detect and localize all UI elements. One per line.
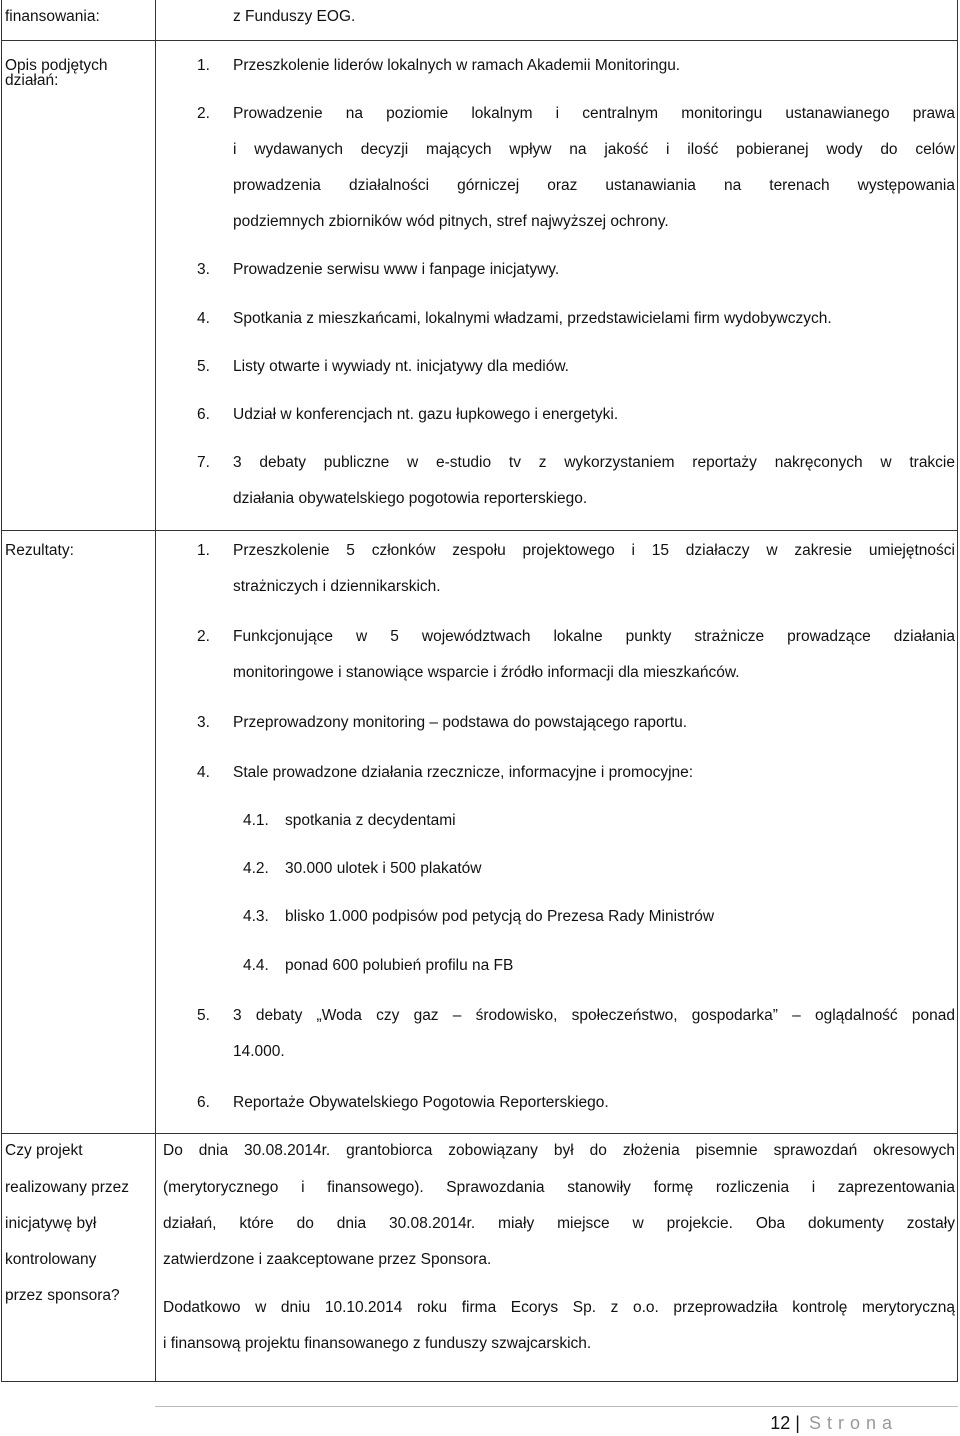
sponsor-label-line-4: kontrolowany bbox=[5, 1251, 97, 1268]
subitem-4-4-number: 4.4. bbox=[243, 957, 269, 974]
column-divider-lower bbox=[155, 1133, 156, 1381]
result-2-line-1: Funkcjonujące w 5 województwach lokalne punkty strażnicze prowadzące działania bbox=[233, 628, 955, 645]
activity-1-number: 1. bbox=[197, 57, 210, 74]
activity-2-line-3: prowadzenia działalności górniczej oraz ustanawiania na terenach występowania bbox=[233, 177, 955, 194]
activity-5-text: Listy otwarte i wywiady nt. inicjatywy dla mediów. bbox=[233, 358, 569, 375]
activity-7-line-2: działania obywatelskiego pogotowia reporterskiego. bbox=[233, 490, 588, 507]
activity-2-line-4: podziemnych zbiorników wód pitnych, stref najwyższej ochrony. bbox=[233, 213, 669, 230]
sponsor-para2-line-2: i finansową projektu finansowanego z funduszy szwajcarskich. bbox=[163, 1335, 592, 1352]
page-number: 12 bbox=[770, 1413, 791, 1433]
sponsor-label-line-5: przez sponsora? bbox=[5, 1287, 120, 1304]
page-footer bbox=[770, 1413, 898, 1434]
sponsor-label-line-2: realizowany przez bbox=[5, 1179, 130, 1196]
activity-3-text: Prowadzenie serwisu www i fanpage inicjatywy. bbox=[233, 261, 560, 278]
result-6-text: Reportaże Obywatelskiego Pogotowia Reporterskiego. bbox=[233, 1094, 609, 1111]
subitem-4-1-text: spotkania z decydentami bbox=[285, 812, 456, 829]
result-3-text: Przeprowadzony monitoring – podstawa do powstającego raportu. bbox=[233, 714, 688, 731]
subitem-4-3-number: 4.3. bbox=[243, 908, 269, 925]
table-left-border bbox=[1, 0, 2, 1381]
activity-7-number: 7. bbox=[197, 454, 210, 471]
row-divider-1 bbox=[1, 40, 958, 41]
table-right-border bbox=[957, 0, 958, 1381]
activity-7-line-1: 3 debaty publiczne w e-studio tv z wykorzystaniem reportaży nakręconych w trakcie bbox=[233, 454, 955, 471]
sponsor-label-line-1: Czy projekt bbox=[5, 1142, 83, 1159]
results-label: Rezultaty: bbox=[5, 542, 74, 559]
sponsor-label-line-3: inicjatywę był bbox=[5, 1215, 97, 1232]
funding-label: finansowania: bbox=[5, 8, 100, 25]
subitem-4-2-text: 30.000 ulotek i 500 plakatów bbox=[285, 860, 482, 877]
sponsor-para1-line-4: zatwierdzone i zaakceptowane przez Sponsora. bbox=[163, 1251, 492, 1268]
subitem-4-3-text: blisko 1.000 podpisów pod petycją do Prezesa Rady Ministrów bbox=[285, 908, 715, 925]
footer-separator: | bbox=[795, 1413, 800, 1433]
activity-2-line-2: i wydawanych decyzji mających wpływ na jakość i ilość pobieranej wody do celów bbox=[233, 141, 955, 158]
footer-rule bbox=[155, 1406, 958, 1407]
sponsor-para1-line-1: Do dnia 30.08.2014r. grantobiorca zobowiązany był do złożenia pisemnie sprawozdań okresowych bbox=[163, 1142, 955, 1159]
activity-1-text: Przeszkolenie liderów lokalnych w ramach Akademii Monitoringu. bbox=[233, 57, 681, 74]
result-2-line-2: monitoringowe i stanowiące wsparcie i źródło informacji dla mieszkańców. bbox=[233, 664, 740, 681]
funding-value: z Funduszy EOG. bbox=[233, 8, 356, 25]
result-3-number: 3. bbox=[197, 714, 210, 731]
sponsor-para2-line-1: Dodatkowo w dniu 10.10.2014 roku firma Ecorys Sp. z o.o. przeprowadziła kontrolę merytoryczną bbox=[163, 1299, 955, 1316]
result-1-line-2: strażniczych i dziennikarskich. bbox=[233, 578, 441, 595]
subitem-4-1-number: 4.1. bbox=[243, 812, 269, 829]
result-2-number: 2. bbox=[197, 628, 210, 645]
result-5-number: 5. bbox=[197, 1007, 210, 1024]
table-bottom-border bbox=[1, 1381, 958, 1382]
subitem-4-4-text: ponad 600 polubień profilu na FB bbox=[285, 957, 514, 974]
activity-4-text: Spotkania z mieszkańcami, lokalnymi władzami, przedstawicielami firm wydobywczych. bbox=[233, 310, 832, 327]
result-1-line-1: Przeszkolenie 5 członków zespołu projektowego i 15 działaczy w zakresie umiejętności bbox=[233, 542, 955, 559]
subitem-4-2-number: 4.2. bbox=[243, 860, 269, 877]
result-5-line-1: 3 debaty „Woda czy gaz – środowisko, społeczeństwo, gospodarka” – oglądalność ponad bbox=[233, 1007, 955, 1024]
activities-label-line1: Opis podjętych bbox=[5, 57, 108, 74]
row-divider-2 bbox=[1, 530, 958, 531]
activity-6-text: Udział w konferencjach nt. gazu łupkowego i energetyki. bbox=[233, 406, 619, 423]
activity-3-number: 3. bbox=[197, 261, 210, 278]
activity-4-number: 4. bbox=[197, 310, 210, 327]
activity-5-number: 5. bbox=[197, 358, 210, 375]
sponsor-para1-line-2: (merytorycznego i finansowego). Sprawozdania stanowiły formę rozliczenia i zaprezentowania bbox=[163, 1179, 955, 1196]
footer-strona-label: Strona bbox=[808, 1413, 898, 1433]
result-6-number: 6. bbox=[197, 1094, 210, 1111]
activity-2-line-1: Prowadzenie na poziomie lokalnym i centralnym monitoringu ustanawianego prawa bbox=[233, 105, 955, 122]
sponsor-para1-line-3: działań, które do dnia 30.08.2014r. miały miejsce w projekcie. Oba dokumenty zostały bbox=[163, 1215, 955, 1232]
column-divider-upper bbox=[155, 0, 156, 1133]
activity-2-number: 2. bbox=[197, 105, 210, 122]
result-1-number: 1. bbox=[197, 542, 210, 559]
result-4-text: Stale prowadzone działania rzecznicze, informacyjne i promocyjne: bbox=[233, 764, 694, 781]
result-4-number: 4. bbox=[197, 764, 210, 781]
activity-6-number: 6. bbox=[197, 406, 210, 423]
row-divider-3 bbox=[1, 1133, 958, 1134]
activities-label-line2: działań: bbox=[5, 72, 59, 89]
result-5-line-2: 14.000. bbox=[233, 1043, 285, 1060]
